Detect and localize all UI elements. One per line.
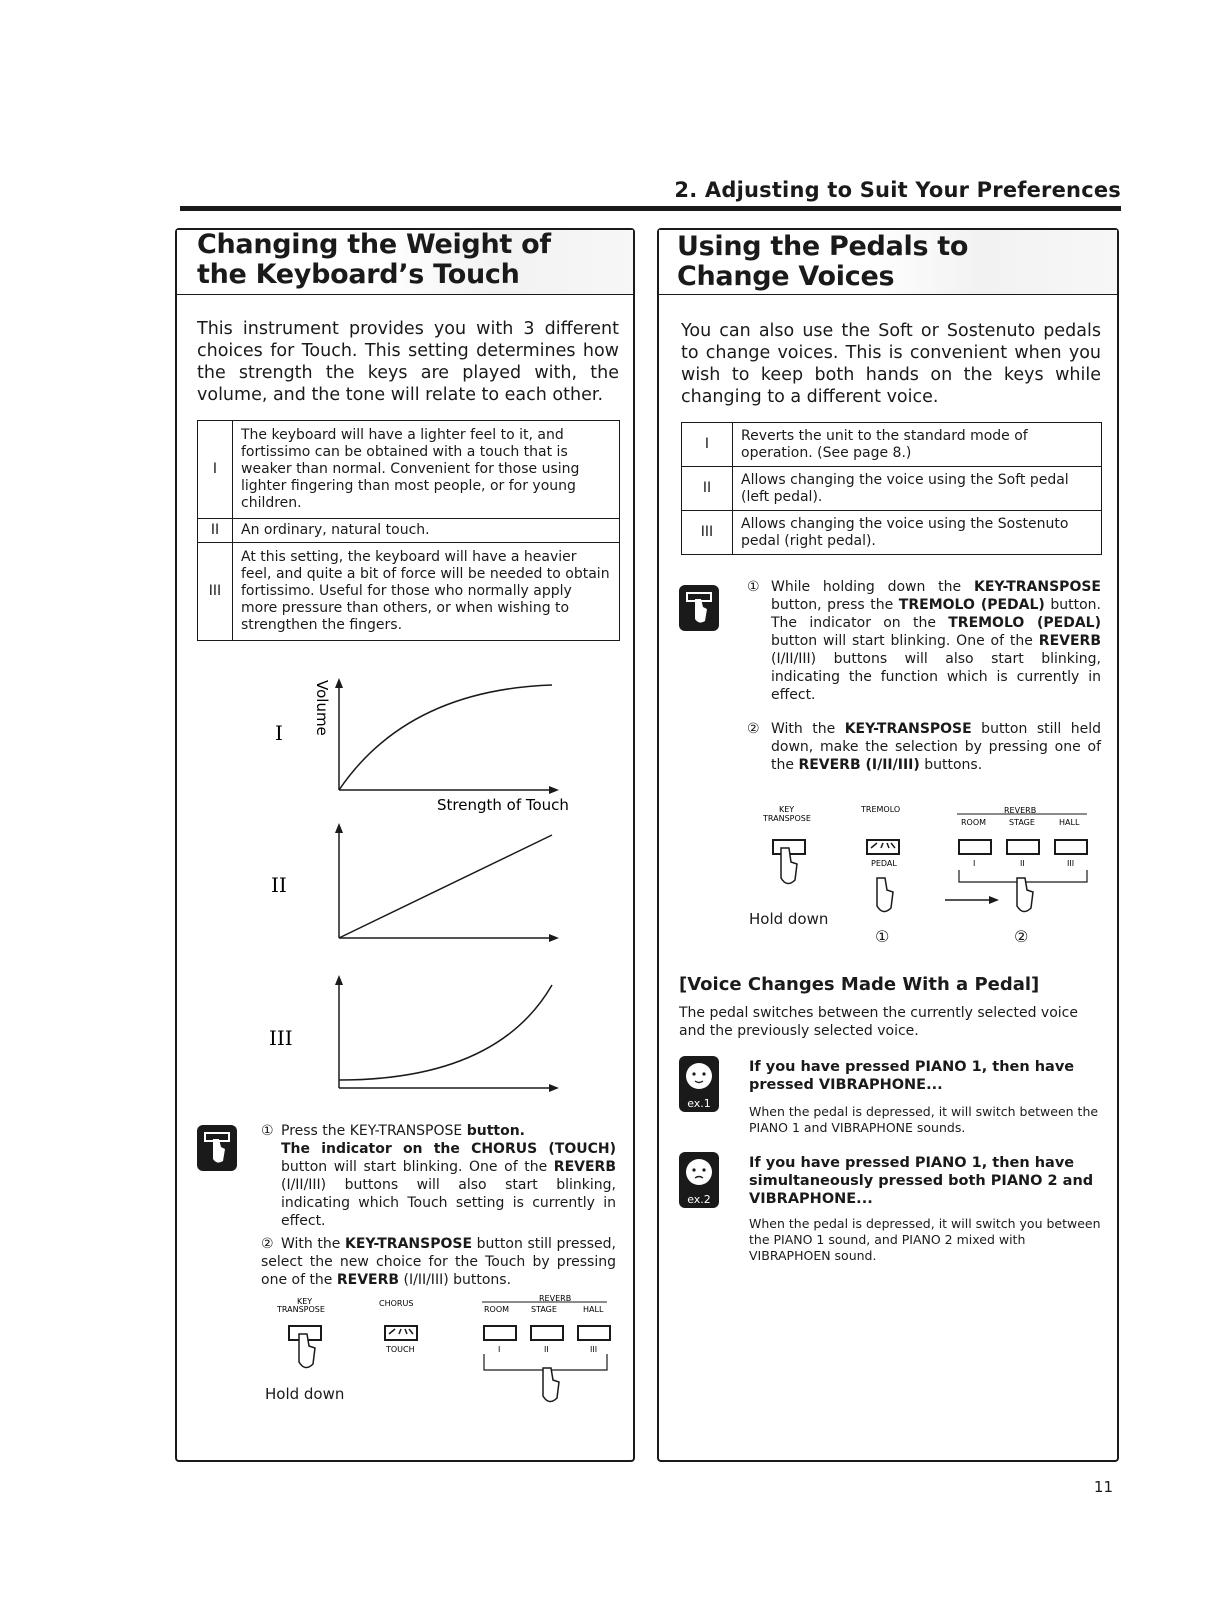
touch-curves-diagram	[257, 660, 587, 1100]
step-text-bold: TREMOLO (PEDAL)	[948, 615, 1101, 631]
page-number: 11	[1093, 1478, 1113, 1496]
tremolo-label: TREMOLO	[861, 805, 901, 814]
graph-label-I: I	[275, 721, 283, 745]
step-text: button still held down, make the selection by pressing one of the	[771, 721, 1101, 773]
example-2-title: If you have pressed PIANO 1, then have simultaneously pressed both PIANO 2 and VIBRAPHONE...	[749, 1155, 1094, 1207]
table-cell-text: Reverts the unit to the standard mode of operation. (See page 8.)	[733, 423, 1102, 467]
table-row	[682, 423, 1102, 467]
hand-icon	[679, 585, 719, 631]
step-text-bold: REVERB	[553, 1159, 616, 1175]
right-title-line1: Using the Pedals to	[677, 231, 969, 262]
table-cell-text: An ordinary, natural touch.	[233, 519, 620, 543]
table-row	[198, 543, 620, 641]
chorus-label: CHORUS	[379, 1299, 414, 1308]
step-text: buttons.	[919, 757, 983, 773]
reverb-num-1: I	[973, 859, 976, 868]
table-cell-text: The keyboard will have a lighter feel to it, and fortissimo can be obtained with a touch that is weaker than normal. Convenient for those using lighter fingering than most people, or for young children.	[233, 421, 620, 519]
header-rule	[180, 206, 1121, 211]
table-row	[198, 519, 620, 543]
table-row	[682, 467, 1102, 511]
hand-icon	[197, 1125, 237, 1171]
left-step-1	[261, 1122, 616, 1230]
left-step-2	[261, 1235, 616, 1289]
step-marker-1: ①	[747, 579, 760, 595]
reverb-button-3	[1055, 840, 1087, 854]
y-axis-label: Volume	[313, 680, 331, 736]
table-cell-num: I	[198, 421, 233, 519]
left-intro: This instrument provides you with 3 different choices for Touch. This setting determines how the strength the keys are played with, the volume, and the tone will relate to each other.	[197, 319, 619, 405]
hall-label: HALL	[1059, 818, 1080, 827]
example-1-title: If you have pressed PIANO 1, then have pressed VIBRAPHONE...	[749, 1059, 1075, 1093]
marker-1: ①	[875, 927, 890, 946]
pedal-table	[681, 422, 1102, 555]
voice-changes-text: The pedal switches between the currently selected voice and the previously selected voice.	[679, 1005, 1078, 1039]
reverb-num-3: III	[590, 1345, 598, 1354]
reverb-num-2: II	[544, 1345, 549, 1354]
hall-label: HALL	[583, 1305, 604, 1314]
table-cell-text: Allows changing the voice using the Sostenuto pedal (right pedal).	[733, 511, 1102, 555]
key-transpose-button	[289, 1326, 321, 1368]
left-panel-title	[197, 230, 551, 290]
key-label: KEY	[779, 805, 795, 814]
touch-label: TOUCH	[386, 1345, 415, 1354]
step-text: (I/II/III) buttons will also start blinking, indicating which Touch setting is currently in effect.	[281, 1177, 616, 1229]
graph-II	[271, 823, 559, 942]
step-text: button will start blinking. One of the	[771, 633, 1039, 649]
step-text: While holding down the	[771, 579, 974, 595]
right-step-1	[747, 578, 1101, 704]
transpose-label: TRANSPOSE	[763, 814, 811, 823]
step-text-bold: KEY-TRANSPOSE	[345, 1236, 473, 1252]
tremolo-pedal-button	[867, 840, 899, 912]
reverb-button-3	[578, 1326, 610, 1340]
table-cell-text: At this setting, the keyboard will have a heavier feel, and quite a bit of force will be needed to obtain fortissimo. Useful for those who normally apply more pressure than others, or when wishing to strengthen the fingers.	[233, 543, 620, 641]
step-text: button still pressed, select the new choice for the Touch by pressing one of the	[261, 1236, 616, 1288]
right-intro: You can also use the Soft or Sostenuto pedals to change voices. This is convenient when you wish to keep both hands on the keys while changing to a different voice.	[681, 321, 1101, 407]
graph-label-II: II	[271, 873, 287, 897]
chorus-touch-button	[385, 1326, 417, 1340]
table-cell-num: II	[682, 467, 733, 511]
table-row	[682, 511, 1102, 555]
reverb-button-1	[484, 1326, 516, 1340]
step-text: (I/II/III) buttons.	[399, 1272, 512, 1288]
example-2-icon	[679, 1152, 719, 1208]
x-axis-label: Strength of Touch	[437, 796, 569, 814]
left-panel-header	[177, 230, 633, 295]
table-cell-num: I	[682, 423, 733, 467]
reverb-button-2	[1007, 840, 1039, 854]
graph-III	[269, 975, 559, 1092]
step-marker-2: ②	[747, 721, 760, 737]
voice-changes-heading: [Voice Changes Made With a Pedal]	[679, 974, 1040, 995]
step-marker-1: ①	[261, 1123, 274, 1139]
marker-2: ②	[1014, 927, 1029, 946]
chapter-title: 2. Adjusting to Suit Your Preferences	[674, 178, 1121, 202]
left-panel	[175, 228, 635, 1462]
table-cell-text: Allows changing the voice using the Soft pedal (left pedal).	[733, 467, 1102, 511]
step-text: (I/II/III) buttons will also start blinking, indicating the function which is currently in effect.	[771, 651, 1101, 703]
example-1-icon	[679, 1056, 719, 1112]
reverb-button-2	[531, 1326, 563, 1340]
touch-table	[197, 420, 620, 641]
right-panel-title	[677, 232, 968, 292]
graph-label-III: III	[269, 1026, 293, 1050]
graph-I	[275, 678, 569, 814]
step-text: Press the KEY-TRANSPOSE	[281, 1123, 467, 1139]
right-panel	[657, 228, 1119, 1462]
example-1-text: When the pedal is depressed, it will switch between the PIANO 1 and VIBRAPHONE sounds.	[749, 1104, 1099, 1135]
reverb-num-2: II	[1020, 859, 1025, 868]
example-1-label: ex.1	[687, 1097, 711, 1110]
room-label: ROOM	[961, 818, 987, 827]
step-text: button. The indicator on the	[771, 597, 1102, 631]
step-text-bold: TREMOLO (PEDAL)	[898, 597, 1045, 613]
right-title-line2: Change Voices	[677, 261, 895, 292]
hold-down-label: Hold down	[749, 910, 829, 928]
table-cell-num: II	[198, 519, 233, 543]
step-text: With the	[771, 721, 845, 737]
step-text: button, press the	[771, 597, 899, 613]
reverb-num-1: I	[498, 1345, 501, 1354]
step-text-bold: REVERB	[336, 1272, 400, 1288]
pedal-label: PEDAL	[871, 859, 897, 868]
left-title-line1: Changing the Weight of	[197, 229, 551, 260]
left-title-line2: the Keyboard’s Touch	[197, 259, 520, 290]
step-text-bold: The indicator on the CHORUS (TOUCH)	[281, 1141, 616, 1157]
key-label: KEY	[297, 1297, 313, 1306]
step-text-bold: KEY-TRANSPOSE	[844, 721, 972, 737]
transpose-label: TRANSPOSE	[277, 1305, 325, 1314]
reverb-button-1	[959, 840, 991, 854]
reverb-label: REVERB	[1004, 806, 1037, 815]
reverb-label: REVERB	[539, 1294, 572, 1303]
table-row	[198, 421, 620, 519]
right-panel-header	[659, 230, 1117, 295]
step-text: button will start blinking. One of the	[281, 1159, 554, 1175]
step-text: With the	[281, 1236, 345, 1252]
example-2-label: ex.2	[687, 1193, 711, 1206]
key-transpose-button	[773, 840, 805, 884]
table-cell-num: III	[198, 543, 233, 641]
reverb-num-3: III	[1067, 859, 1075, 868]
step-text-bold: REVERB	[1038, 633, 1101, 649]
right-step-2	[747, 720, 1101, 774]
step-text-bold: REVERB (I/II/III)	[798, 757, 920, 773]
step-marker-2: ②	[261, 1236, 274, 1252]
room-label: ROOM	[484, 1305, 510, 1314]
stage-label: STAGE	[1009, 818, 1035, 827]
stage-label: STAGE	[531, 1305, 557, 1314]
table-cell-num: III	[682, 511, 733, 555]
step-text-bold: KEY-TRANSPOSE	[973, 579, 1101, 595]
step-text-bold: button.	[466, 1123, 525, 1139]
example-2-text: When the pedal is depressed, it will switch you between the PIANO 1 sound, and PIANO 2 mixed with VIBRAPHOEN sound.	[749, 1216, 1101, 1263]
hold-down-label: Hold down	[265, 1385, 345, 1403]
